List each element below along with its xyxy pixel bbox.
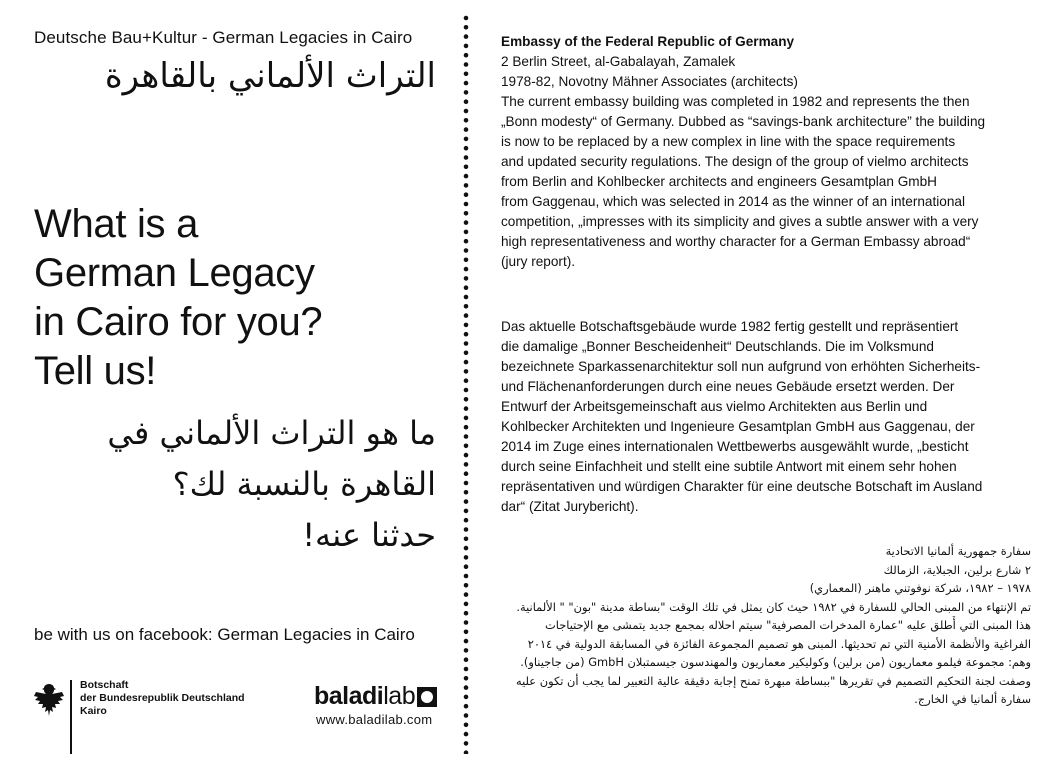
en-line: „Bonn modesty“ of Germany. Dubbed as “savings-bank architecture” the building (501, 114, 986, 129)
divider-dot (464, 546, 469, 551)
divider-dot (464, 639, 469, 644)
divider-dot (464, 137, 469, 142)
divider-dot (464, 99, 469, 104)
divider-dot (464, 127, 469, 132)
arabic-question-line: ما هو التراث الألماني في (107, 414, 436, 452)
divider-dot (464, 360, 469, 365)
divider-dot (464, 388, 469, 393)
embassy-name (80, 679, 245, 718)
de-line: durch seine Einfachheit und stellt eine subtile Antwort mit einem sehr hohen (501, 459, 957, 474)
en-line: high representativeness and worthy character for a German Embassy abroad“ (501, 234, 971, 249)
question-heading (34, 200, 322, 396)
divider-dot (464, 81, 469, 86)
divider-dot (464, 499, 469, 504)
embassy-title: Embassy of the Federal Republic of Germany (501, 34, 795, 49)
divider-dot (464, 174, 469, 179)
divider-dot (464, 555, 469, 560)
divider-dot (464, 741, 469, 746)
facebook-link[interactable]: be with us on facebook: German Legacies in Cairo (34, 625, 415, 644)
ar-line: ١٩٧٨ – ١٩٨٢، شركة نوفوتني ماهنر (المعماري) (809, 581, 1031, 595)
ar-line: تم الإنتهاء من المبنى الحالي للسفارة في ١٩٨٢ حيث كان يمثل في تلك الوقت "بساطة مدينة "بون" " الألمانية. (516, 599, 1031, 614)
divider-dot (464, 258, 469, 263)
divider-dot (464, 685, 469, 690)
divider-dot (464, 118, 469, 123)
de-line: die damalige „Bonner Bescheidenheit“ Deutschlands. Die im Volksmund (501, 339, 934, 354)
arabic-question-line: حدثنا عنه! (302, 516, 436, 554)
divider-dot (464, 155, 469, 160)
divider-dot (464, 44, 469, 49)
ar-line: ٢ شارع برلين، الجبلاية، الزمالك (883, 562, 1031, 577)
ar-line: وهم: مجموعة فيلمو معماريون (من برلين) وكوليكير معماريون والمهندسون جيسمتبلان GmbH (من جاجيناو). (520, 655, 1031, 669)
en-line: is now to be replaced by a new complex in line with the space requirements (501, 134, 956, 149)
divider-dot (464, 304, 469, 309)
divider-dot (464, 25, 469, 30)
en-line: from Gaggenau, which was selected in 2014 as the winner of an international (501, 194, 965, 209)
divider-dot (464, 713, 469, 718)
divider-dot (464, 648, 469, 653)
divider-dot (464, 34, 469, 39)
divider-dot (464, 750, 469, 754)
divider-dot (464, 453, 469, 458)
left-panel (0, 0, 458, 768)
embassy-address: 2 Berlin Street, al-Gabalayah, Zamalek (501, 54, 736, 69)
divider-dot (464, 481, 469, 486)
divider-dot (464, 406, 469, 411)
en-line: and updated security regulations. The design of the group of vielmo architects (501, 154, 969, 169)
divider-dot (464, 564, 469, 569)
question-line: in Cairo for you? (34, 300, 323, 344)
baladilab-url[interactable]: www.baladilab.com (316, 712, 433, 727)
question-line: German Legacy (34, 251, 315, 295)
divider-dot (464, 202, 469, 207)
divider-dot (464, 602, 469, 607)
divider-dot (464, 574, 469, 579)
divider-dot (464, 462, 469, 467)
de-line: dar“ (Zitat Jurybericht). (501, 499, 639, 514)
divider-dot (464, 490, 469, 495)
arabic-text-block (501, 542, 1031, 709)
de-line: bezeichnete Sparkassenarchitektur soll nun aufgrund von erhöhten Sicherheits- (501, 359, 981, 374)
divider-dot (464, 676, 469, 681)
divider-dot (464, 509, 469, 514)
de-line: Entwurf der Arbeitsgemeinschaft aus vielmo Architekten aus Berlin und (501, 399, 928, 414)
divider-dot (464, 695, 469, 700)
arabic-question-line: القاهرة بالنسبة لك؟ (172, 465, 436, 503)
divider-dot (464, 332, 469, 337)
lab-wordmark: lab (383, 682, 416, 710)
en-line: competition, „impresses with its simplicity and gives a subtle answer with a very (501, 214, 979, 229)
divider-dot (464, 351, 469, 356)
divider-dot (464, 657, 469, 662)
de-line: 2014 im Zuge eines internationalen Wettbewerbs ausgewählt wurde, „besticht (501, 439, 969, 454)
divider-dot (464, 146, 469, 151)
divider-dot (464, 611, 469, 616)
divider-dot (464, 313, 469, 318)
divider-dot (464, 72, 469, 77)
en-line: from Berlin and Kohlbecker architects and engineers Gesamtplan GmbH (501, 174, 937, 189)
ar-line: هذا المبنى التي أُطلق عليه "عمارة المدخرات المصرفية" سيتم احلاله بمجمع جديد يتمشى مع الإحتياجات (545, 618, 1031, 632)
divider-dot (464, 667, 469, 672)
divider-dot (464, 267, 469, 272)
german-text-block (501, 317, 1031, 517)
divider-dot (464, 341, 469, 346)
divider-dot (464, 527, 469, 532)
divider-dot (464, 165, 469, 170)
divider-dot (464, 378, 469, 383)
divider-dot (464, 444, 469, 449)
divider-dot (464, 425, 469, 430)
de-line: repräsentativen und würdigen Charakter für eine deutsche Botschaft im Ausland (501, 479, 983, 494)
divider-dot (464, 62, 469, 67)
divider-dot (464, 295, 469, 300)
embassy-line: Botschaft (80, 679, 129, 691)
ar-line: سفارة ألمانيا في الخارج. (914, 692, 1031, 706)
divider-dot (464, 211, 469, 216)
divider-dot (464, 183, 469, 188)
divider-dot (464, 704, 469, 709)
baladi-wordmark: baladi (314, 682, 384, 710)
en-line: (jury report). (501, 254, 576, 269)
divider-dot (464, 248, 469, 253)
project-header: Deutsche Bau+Kultur - German Legacies in Cairo (34, 28, 413, 47)
embassy-line: der Bundesrepublik Deutschland (80, 692, 245, 704)
divider-dot (464, 16, 469, 21)
divider-dot (464, 323, 469, 328)
question-line: Tell us! (34, 349, 157, 393)
divider-dot (464, 537, 469, 542)
divider-dot (464, 630, 469, 635)
embassy-divider (70, 680, 72, 754)
divider-dot (464, 471, 469, 476)
ar-line: سفارة جمهورية ألمانيا الاتحادية (885, 544, 1031, 558)
ar-line: وصفت لجنة التحكيم التصميم في تقريرها "ببساطة مبهرة تمنح إجابة دقيقة عالية التعبير لما يجب أن تكون عليه (515, 673, 1031, 688)
divider-dot (464, 416, 469, 421)
de-line: und Flächenanforderungen durch eine neues Gebäude ersetzt werden. Der (501, 379, 955, 394)
divider-dot (464, 285, 469, 290)
de-line: Das aktuelle Botschaftsgebäude wurde 1982 fertig gestellt und repräsentiert (501, 319, 959, 334)
divider-dot (464, 434, 469, 439)
divider-dot (464, 369, 469, 374)
divider-dot (464, 276, 469, 281)
federal-eagle-icon (32, 680, 66, 720)
divider-dot (464, 90, 469, 95)
en-line: The current embassy building was completed in 1982 and represents the then (501, 94, 970, 109)
baladilab-logo (314, 682, 437, 711)
divider-dot (464, 220, 469, 225)
arabic-project-title: التراث الألماني بالقاهرة (104, 56, 436, 96)
divider-dot (464, 192, 469, 197)
divider-dot (464, 732, 469, 737)
baladilab-logo-icon (417, 687, 437, 707)
divider-dot (464, 239, 469, 244)
divider-dot (464, 53, 469, 58)
divider-dot (464, 620, 469, 625)
divider-dot (464, 518, 469, 523)
divider-dot (464, 230, 469, 235)
divider-dot (464, 397, 469, 402)
divider-dot (464, 723, 469, 728)
embassy-architects: 1978-82, Novotny Mähner Associates (architects) (501, 74, 798, 89)
divider-dot (464, 592, 469, 597)
dotted-divider (462, 14, 470, 754)
ar-line: الفراغية والأنظمة الأمنية التي تم تحديثها. المبنى هو تصميم المجموعة الفائزة في المسابقة الدولية في ٢٠١٤ (527, 636, 1031, 651)
divider-dot (464, 583, 469, 588)
arabic-question-heading (16, 408, 436, 561)
divider-dot (464, 109, 469, 114)
english-text-block (501, 32, 1031, 272)
question-line: What is a (34, 202, 199, 246)
de-line: Kohlbecker Architekten und Ingenieure Gesamtplan GmbH aus Gaggenau, der (501, 419, 975, 434)
embassy-line: Kairo (80, 705, 107, 717)
